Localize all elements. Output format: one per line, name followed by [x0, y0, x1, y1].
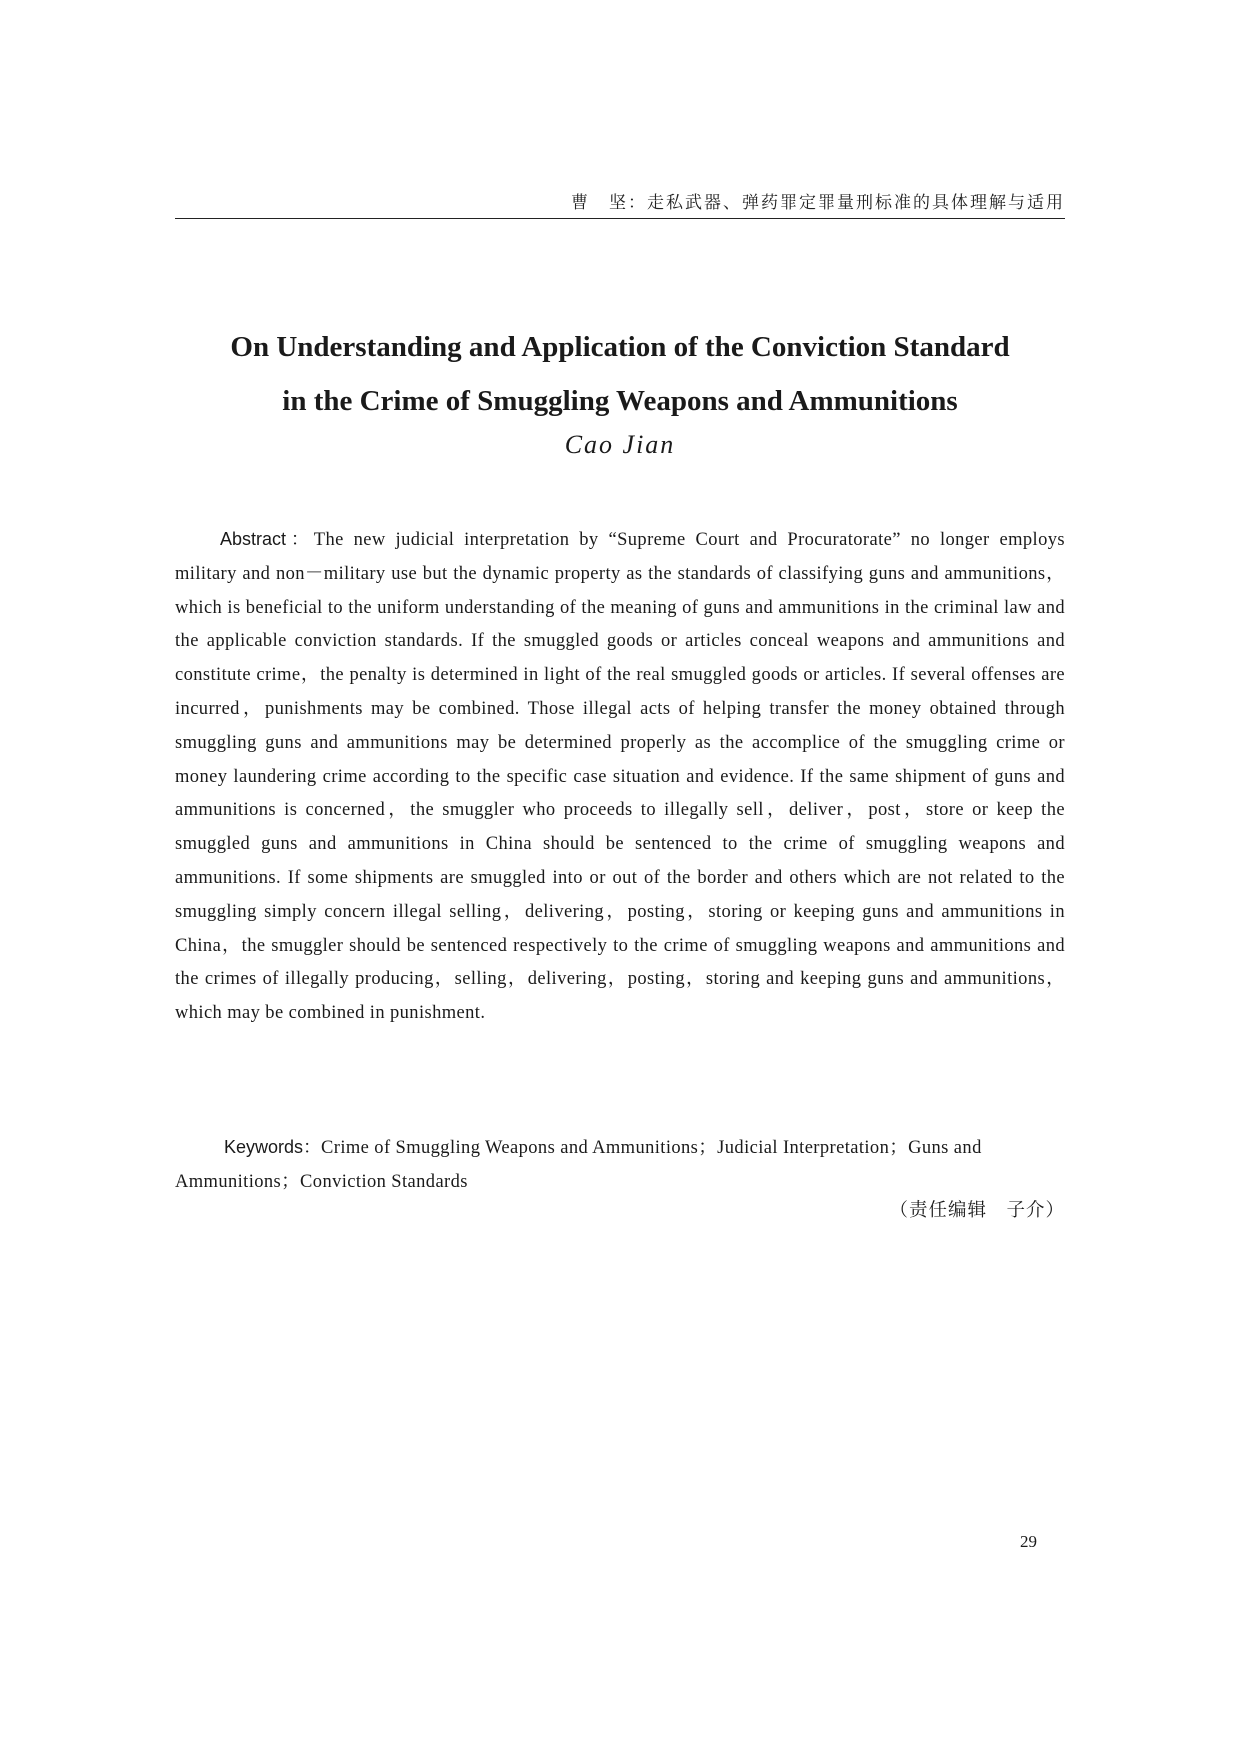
editor-note: （责任编辑 子介）	[889, 1200, 1065, 1221]
page-number: 29	[1020, 1532, 1037, 1551]
title-line-2: in the Crime of Smuggling Weapons and Ammunitions	[282, 385, 958, 417]
abstract-label: Abstract：	[220, 529, 314, 549]
title-line-1: On Understanding and Application of the Conviction Standard	[230, 331, 1010, 363]
author-name: Cao Jian	[564, 430, 676, 459]
header-rule	[175, 218, 1065, 219]
keywords-label: Keywords：	[224, 1137, 322, 1157]
running-header: 曹 坚：走私武器、弹药罪定罪量刑标准的具体理解与适用	[571, 193, 1065, 213]
keywords-paragraph	[175, 1131, 1065, 1200]
abstract-paragraph	[175, 523, 1065, 1031]
paper-title	[130, 320, 1110, 428]
abstract-text: The new judicial interpretation by “Supreme Court and Procuratorate” no longer employs military and non－military use but the dynamic property as the standards of classifying guns and ammunitions，which is beneficial to the uniform understanding of the meaning of guns and ammunitions in the criminal law and the applicable conviction standards. If the smuggled goods or articles conceal weapons and ammunitions and constitute crime，the penalty is determined in light of the real smuggled goods or articles. If several offenses are incurred，punishments may be combined. Those illegal acts of helping transfer the money obtained through smuggling guns and ammunitions may be determined properly as the accomplice of the smuggling crime or money laundering crime according to the specific case situation and evidence. If the same shipment of guns and ammunitions is concerned，the smuggler who proceeds to illegally sell，deliver，post，store or keep the smuggled guns and ammunitions in China should be sentenced to the crime of smuggling weapons and ammunitions. If some shipments are smuggled into or out of the border and others which are not related to the smuggling simply concern illegal selling，delivering，posting，storing or keeping guns and ammunitions in China，the smuggler should be sentenced respectively to the crime of smuggling weapons and ammunitions and the crimes of illegally producing，selling，delivering，posting，storing and keeping guns and ammunitions，which may be combined in punishment.	[175, 530, 1065, 1024]
keywords-text: Crime of Smuggling Weapons and Ammunitions；Judicial Interpretation；Guns and Ammunitions；Conviction Standards	[175, 1138, 982, 1192]
